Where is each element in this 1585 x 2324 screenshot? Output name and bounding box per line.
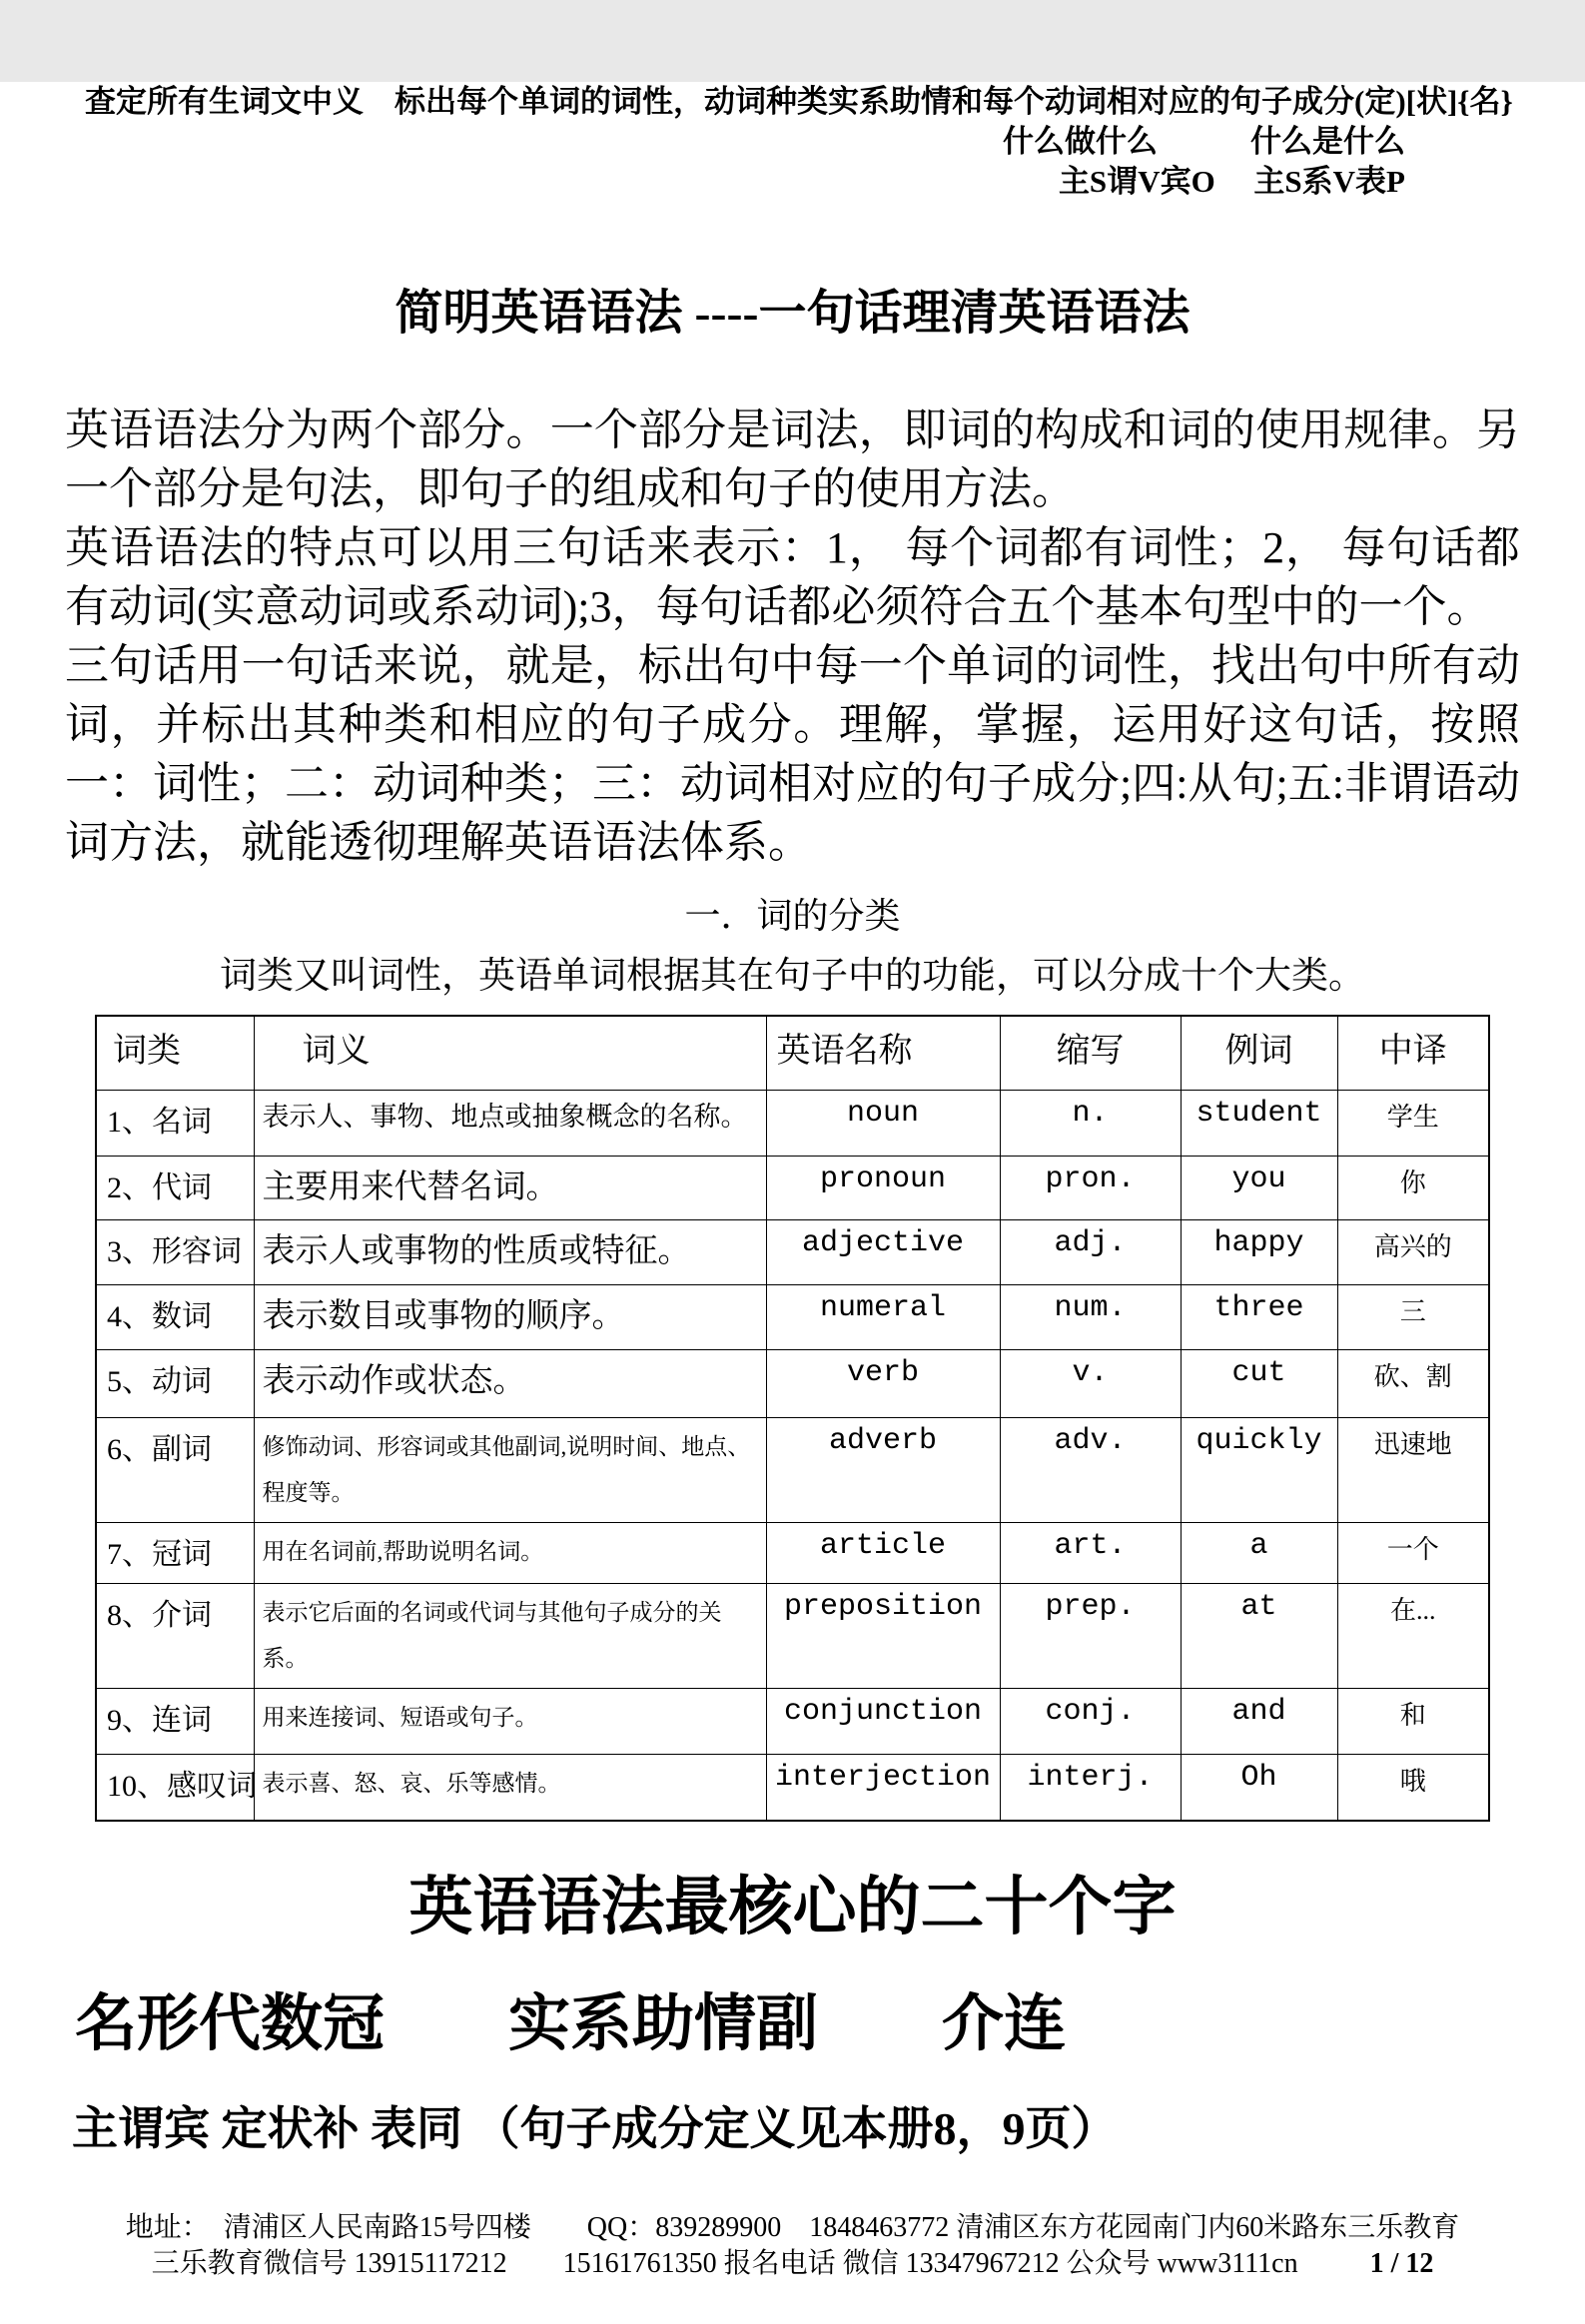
table-cell: 7、冠词 [96, 1522, 254, 1583]
table-row [96, 1156, 1489, 1219]
table-cell: v. [1000, 1349, 1181, 1417]
table-row [96, 1688, 1489, 1754]
annotation-line-1: 查定所有生词文中义 标出每个单词的词性，动词种类实系助情和每个动词相对应的句子成分(定)[状]{名} [85, 84, 1513, 119]
table-cell: 三 [1337, 1284, 1489, 1349]
document-page [0, 82, 1585, 2324]
table-cell: adverb [766, 1417, 1000, 1522]
table-row [96, 1284, 1489, 1349]
table-header-cell: 英语名称 [766, 1016, 1000, 1090]
table-header-cell: 词义 [254, 1016, 766, 1090]
table-header-row [96, 1016, 1489, 1090]
table-cell: 修饰动词、形容词或其他副词,说明时间、地点、程度等。 [254, 1417, 766, 1522]
table-cell: 8、介词 [96, 1583, 254, 1688]
table-cell: 表示动作或状态。 [254, 1349, 766, 1417]
table-cell: pron. [1000, 1156, 1181, 1219]
table-cell: 表示人、事物、地点或抽象概念的名称。 [254, 1090, 766, 1156]
table-cell: 6、副词 [96, 1417, 254, 1522]
table-cell: 9、连词 [96, 1688, 254, 1754]
table-cell: 10、感叹词 [96, 1754, 254, 1821]
annotation-line-2: 什么做什么 什么是什么 [1003, 124, 1405, 159]
table-row [96, 1417, 1489, 1522]
table-cell: 表示人或事物的性质或特征。 [254, 1219, 766, 1284]
table-body [96, 1090, 1489, 1821]
table-cell: three [1181, 1284, 1337, 1349]
table-cell: 表示喜、怒、哀、乐等感情。 [254, 1754, 766, 1821]
footer [0, 2210, 1585, 2282]
table-cell: 用在名词前,帮助说明名词。 [254, 1522, 766, 1583]
annotation-header [85, 82, 1525, 202]
table-cell: 哦 [1337, 1754, 1489, 1821]
intro-paragraph-1: 英语语法分为两个部分。一个部分是词法，即词的构成和词的使用规律。另一个部分是句法，即句子的组成和句子的使用方法。 [65, 405, 1520, 513]
table-row [96, 1754, 1489, 1821]
table-cell: n. [1000, 1090, 1181, 1156]
table-cell: interjection [766, 1754, 1000, 1821]
section-subtitle: 词类又叫词性，英语单词根据其在句子中的功能，可以分成十个大类。 [220, 956, 1365, 997]
intro-paragraph-3: 三句话用一句话来说，就是，标出句中每一个单词的词性，找出句中所有动词，并标出其种类和相应的句子成分。理解，掌握，运用好这句话，按照一：词性；二：动词种类；三：动词相对应的句子成分;四:从句;五:非谓语动词方法，就能透彻理解英语语法体系。 [65, 641, 1520, 867]
footer-contact-text: 三乐教育微信号 13915117212 15161761350 报名电话 微信 13347967212 公众号 www3111cn [151, 2248, 1298, 2280]
table-cell: Oh [1181, 1754, 1337, 1821]
table-cell: adv. [1000, 1417, 1181, 1522]
table-row [96, 1219, 1489, 1284]
table-header-cell: 缩写 [1000, 1016, 1181, 1090]
annotation-line-3: 主S谓V宾O 主S系V表P [1058, 164, 1405, 199]
table-cell: noun [766, 1090, 1000, 1156]
table-cell: 3、形容词 [96, 1219, 254, 1284]
table-cell: you [1181, 1156, 1337, 1219]
page-title: 简明英语语法 ----一句话理清英语语法 [395, 287, 1190, 340]
table-cell: 高兴的 [1337, 1219, 1489, 1284]
table-cell: 4、数词 [96, 1284, 254, 1349]
table-cell: 主要用来代替名词。 [254, 1156, 766, 1219]
table-cell: preposition [766, 1583, 1000, 1688]
table-cell: adj. [1000, 1219, 1181, 1284]
footer-contact-line [0, 2246, 1585, 2282]
table-cell: 用来连接词、短语或句子。 [254, 1688, 766, 1754]
table-cell: 迅速地 [1337, 1417, 1489, 1522]
table-header [96, 1016, 1489, 1090]
table-cell: 表示它后面的名词或代词与其他句子成分的关系。 [254, 1583, 766, 1688]
table-cell: a [1181, 1522, 1337, 1583]
table-cell: happy [1181, 1219, 1337, 1284]
table-cell: 学生 [1337, 1090, 1489, 1156]
word-classes-table [95, 1015, 1490, 1822]
table-cell: 在... [1337, 1583, 1489, 1688]
section-heading: 一．词的分类 [684, 896, 901, 936]
table-header-cell: 词类 [96, 1016, 254, 1090]
table-row [96, 1522, 1489, 1583]
table-cell: 和 [1337, 1688, 1489, 1754]
table-cell: cut [1181, 1349, 1337, 1417]
table-row [96, 1583, 1489, 1688]
table-cell: prep. [1000, 1583, 1181, 1688]
table-cell: 5、动词 [96, 1349, 254, 1417]
table-cell: 一个 [1337, 1522, 1489, 1583]
table-row [96, 1349, 1489, 1417]
table-header-cell: 中译 [1337, 1016, 1489, 1090]
intro-paragraph-2: 英语语法的特点可以用三句话来表示：1， 每个词都有词性；2， 每句话都有动词(实意动词或系动词);3，每句话都必须符合五个基本句型中的一个。 [65, 523, 1520, 631]
table-cell: conj. [1000, 1688, 1181, 1754]
intro-paragraphs [65, 400, 1520, 872]
table-cell: num. [1000, 1284, 1181, 1349]
table-cell: 表示数目或事物的顺序。 [254, 1284, 766, 1349]
page-number: 1 / 12 [1369, 2248, 1434, 2280]
table-cell: quickly [1181, 1417, 1337, 1522]
footer-address-line: 地址： 清浦区人民南路15号四楼 QQ：839289900 1848463772 清浦区东方花园南门内60米路东三乐教育 [125, 2212, 1460, 2244]
table-header-cell: 例词 [1181, 1016, 1337, 1090]
table-cell: student [1181, 1090, 1337, 1156]
core-heading: 英语语法最核心的二十个字 [408, 1872, 1177, 1943]
table-cell: verb [766, 1349, 1000, 1417]
table-cell: 1、名词 [96, 1090, 254, 1156]
core-keywords-line: 名形代数冠 实系助情副 介连 [75, 1990, 1067, 2059]
table-cell: interj. [1000, 1754, 1181, 1821]
table-cell: 砍、割 [1337, 1349, 1489, 1417]
sentence-elements-line: 主谓宾 定状补 表同 （句子成分定义见本册8，9页） [72, 2103, 1118, 2155]
table-cell: numeral [766, 1284, 1000, 1349]
table-cell: 2、代词 [96, 1156, 254, 1219]
table-cell: and [1181, 1688, 1337, 1754]
table-cell: 你 [1337, 1156, 1489, 1219]
table-cell: art. [1000, 1522, 1181, 1583]
table-cell: conjunction [766, 1688, 1000, 1754]
table-cell: pronoun [766, 1156, 1000, 1219]
table-cell: article [766, 1522, 1000, 1583]
table-cell: adjective [766, 1219, 1000, 1284]
table-row [96, 1090, 1489, 1156]
table-cell: at [1181, 1583, 1337, 1688]
